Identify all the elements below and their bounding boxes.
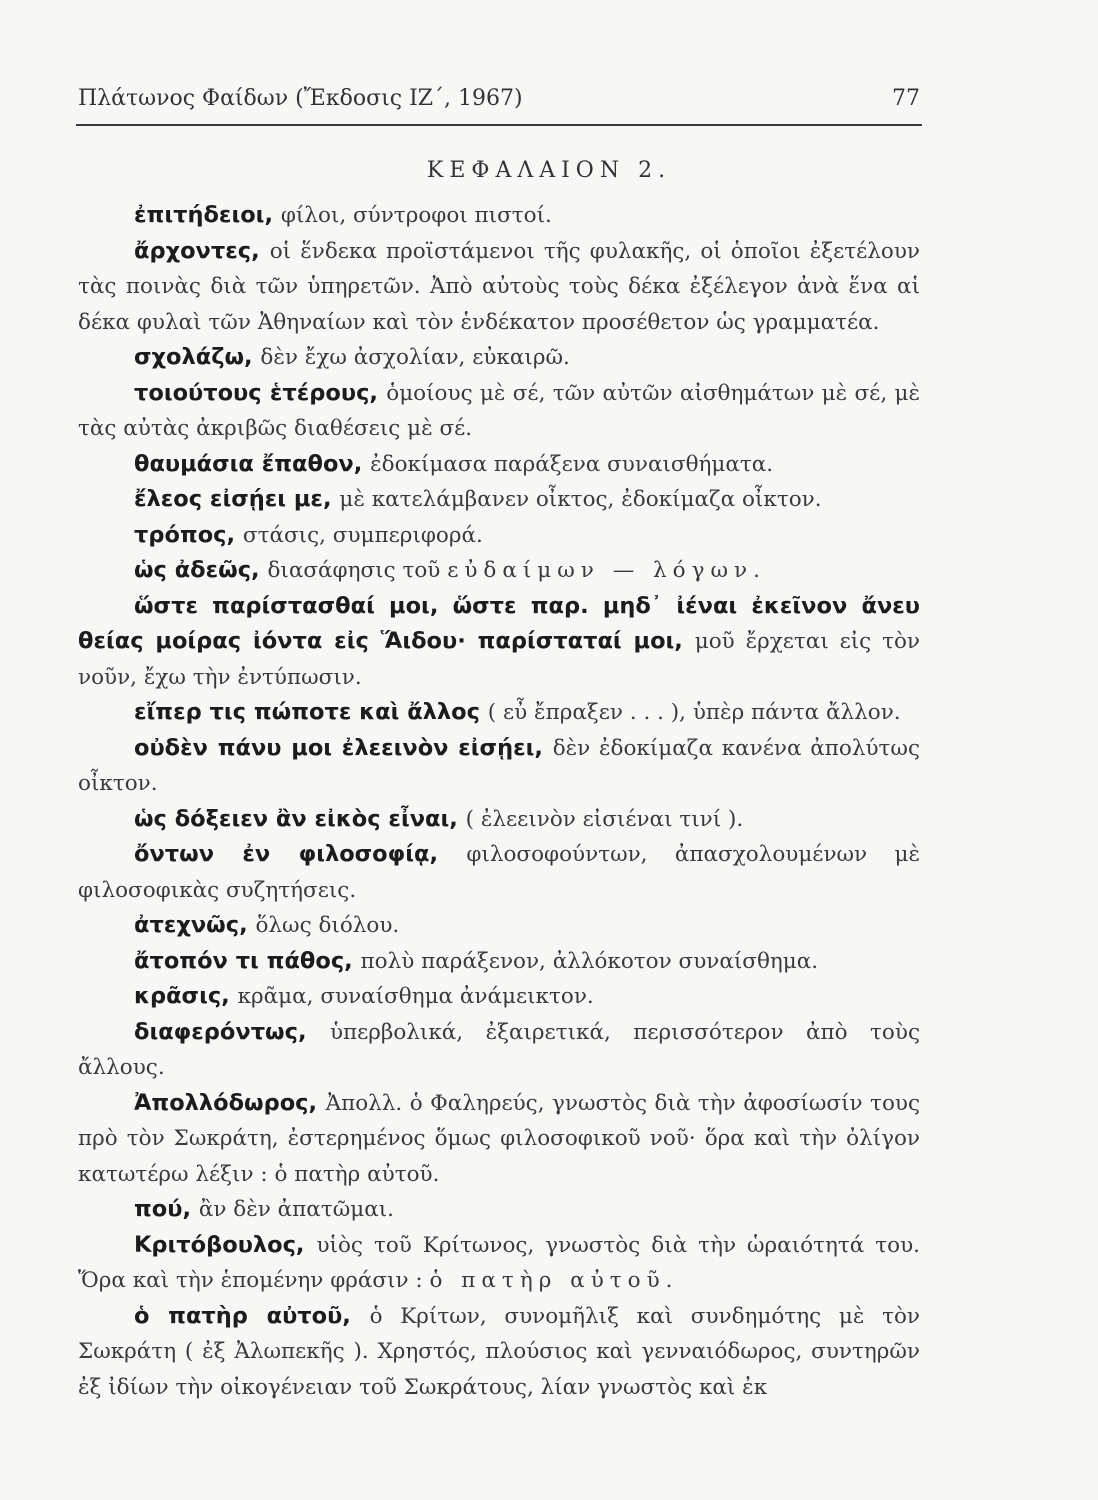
entry-term: ἀτεχνῶς, (134, 912, 256, 938)
chapter-title: ΚΕΦΑΛΑΙΟΝ 2. (426, 158, 672, 183)
glossary-entry (78, 1228, 920, 1299)
entry-definition: μοῦ ἔρχεται εἰς τὸν νοῦν, ἔχω τὴν ἐντύπωσιν. (78, 629, 920, 690)
glossary-entry (78, 731, 920, 802)
entry-term: ὄντων ἐν φιλοσοφίᾳ, (134, 841, 467, 867)
entry-definition: δὲν ἔχω ἀσχολίαν, εὐκαιρῶ. (260, 345, 570, 370)
entry-term: θαυμάσια ἔπαθον, (134, 450, 371, 477)
entry-term: σχολάζω, (134, 344, 261, 370)
entry-term: ὡς δόξειεν ἂν εἰκὸς εἶναι, (134, 805, 466, 832)
running-header (78, 86, 920, 111)
entry-term: τρόπος, (134, 521, 243, 548)
glossary-entry (78, 589, 920, 696)
entry-spaced-phrase: εὐδαίμων — λόγων. (447, 558, 766, 583)
glossary-entry (78, 482, 920, 518)
glossary-entry (78, 447, 920, 483)
entry-term: ἄτοπόν τι πάθος, (134, 947, 361, 974)
entry-term: εἴπερ τις πώποτε καὶ ἄλλος (134, 699, 488, 725)
glossary-entry (78, 518, 920, 554)
entry-term: ἐπιτήδειοι, (134, 202, 281, 228)
header-rule (76, 124, 922, 126)
entry-definition: ὁμοίους μὲ σέ, τῶν αὐτῶν αἰσθημάτων μὲ σέ, μὲ τὰς αὐτὰς ἀκριβῶς διαθέσεις μὲ σέ. (78, 380, 920, 441)
entry-definition: ἂν δὲν ἀπατῶμαι. (198, 1197, 395, 1222)
entry-term: τοιούτους ἑτέρους, (134, 379, 387, 406)
glossary-entry (78, 944, 920, 980)
glossary-entry (78, 802, 920, 838)
entry-definition: ( ἐλεεινὸν εἰσιέναι τινί ). (465, 806, 744, 832)
entry-definition: διασάφησις τοῦ (267, 558, 448, 583)
entry-term: κρᾶσις, (134, 983, 238, 1009)
entry-definition: ὅλως διόλου. (255, 913, 400, 938)
glossary-entry (78, 1299, 920, 1406)
glossary-entry (78, 695, 920, 731)
entry-definition: δὲν ἐδοκίμαζα κανένα ἀπολύτως οἶκτον. (78, 735, 920, 796)
entry-definition: κρᾶμα, συναίσθημα ἀνάμεικτον. (237, 984, 594, 1009)
page-number: 77 (892, 86, 920, 111)
entry-definition: ὑπερβολικά, ἐξαιρετικά, περισσότερον ἀπὸ τοὺς ἄλλους. (78, 1019, 920, 1080)
entry-definition: ὁ Κρίτων, συνομῆλιξ καὶ συνδημότης μὲ τὸν Σωκράτη ( ἐξ Ἀλωπεκῆς ). Χρηστός, πλούσιος καὶ γενναιόδωρος, συντηρῶν ἐξ ἰδίων τὴν οἰκογένειαν τοῦ Σωκράτους, λίαν γνωστὸς καὶ ἐκ (78, 1303, 920, 1400)
entry-term: ἔλεος εἰσῄει με, (134, 486, 340, 512)
glossary-entry (78, 837, 920, 908)
running-title: Πλάτωνος Φαίδων (Ἔκδοσις ΙΖ΄, 1967) (78, 86, 523, 111)
glossary-entry (78, 234, 920, 341)
entry-definition: φιλοσοφούντων, ἀπασχολουμένων μὲ φιλοσοφικὰς συζητήσεις. (78, 842, 920, 903)
glossary-entry (78, 553, 920, 589)
glossary-entry (78, 376, 920, 447)
entry-definition: Ἀπολλ. ὁ Φαληρεύς, γνωστὸς διὰ τὴν ἀφοσίωσίν τους πρὸ τὸν Σωκράτη, ἐστερημένος ὅμως φιλοσοφικοῦ νοῦ· ὅρα καὶ τὴν ὀλίγον κατωτέρω λέξιν : ὁ πατὴρ αὐτοῦ. (78, 1090, 921, 1187)
entry-term: Ἀπολλόδωρος, (134, 1089, 326, 1116)
entry-definition: στάσις, συμπεριφορά. (242, 522, 483, 548)
entry-definition: ( εὖ ἔπραξεν . . . ), ὑπὲρ πάντα ἄλλον. (487, 700, 901, 725)
glossary-body (78, 198, 920, 1405)
entry-definition: ἐδοκίμασα παράξενα συναισθήματα. (370, 451, 774, 477)
entry-term: διαφερόντως, (134, 1018, 330, 1045)
entry-spaced-phrase: ὁ πατὴρ αὐτοῦ. (429, 1268, 679, 1293)
entry-term: ὁ πατὴρ αὐτοῦ, (134, 1302, 370, 1329)
entry-term: ἄρχοντες, (134, 237, 270, 264)
glossary-entry (78, 908, 920, 944)
entry-definition: φίλοι, σύντροφοι πιστοί. (280, 203, 552, 228)
entry-term: Κριτόβουλος, (134, 1231, 317, 1258)
entry-definition: πολὺ παράξενον, ἀλλόκοτον συναίσθημα. (360, 948, 819, 974)
entry-term: οὐδὲν πάνυ μοι ἐλεεινὸν εἰσῄει, (134, 734, 553, 761)
glossary-entry (78, 1015, 920, 1086)
glossary-entry (78, 1086, 920, 1193)
glossary-entry (78, 1192, 920, 1228)
entry-definition: υἱὸς τοῦ Κρίτωνος, γνωστὸς διὰ τὴν ὡραιότητά του. Ὅρα καὶ τὴν ἑπομένην φράσιν : (78, 1232, 920, 1293)
glossary-entry (78, 198, 920, 234)
entry-definition: μὲ κατελάμβανεν οἶκτος, ἐδοκίμαζα οἶκτον. (339, 487, 822, 512)
entry-term: πού, (134, 1196, 199, 1222)
entry-term: ὥστε παρίστασθαί μοι, ὥστε παρ. μηδ᾽ ἰέναι ἐκεῖνον ἄνευ θείας μοίρας ἰόντα εἰς Ἅιδου· παρίσταταί μοι, (78, 592, 920, 654)
entry-definition: οἱ ἕνδεκα προϊστάμενοι τῆς φυλακῆς, οἱ ὁποῖοι ἐξετέλουν τὰς ποινὰς διὰ τῶν ὑπηρετῶν. Ἀπὸ αὐτοὺς τοὺς δέκα ἐξέλεγον ἀνὰ ἕνα αἱ δέκα φυλαὶ τῶν Ἀθηναίων καὶ τὸν ἑνδέκατον προσέθετον ὡς γραμματέα. (78, 238, 920, 335)
entry-term: ὡς ἀδεῶς, (134, 557, 268, 583)
glossary-entry (78, 340, 920, 376)
glossary-entry (78, 979, 920, 1015)
